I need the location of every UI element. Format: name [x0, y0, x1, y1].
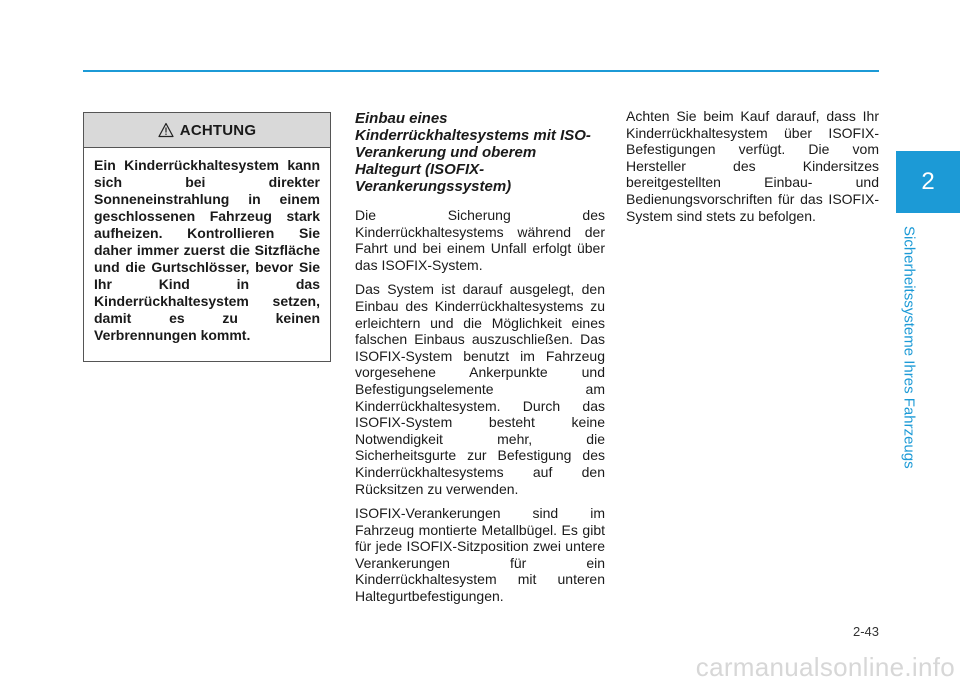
chapter-number: 2: [921, 168, 935, 195]
paragraph: ISOFIX-Verankerungen sind im Fahrzeug montierte Metallbügel. Es gibt für jede ISOFIX-Sitzposition zwei untere Verankerungen für ein Kinderrückhaltesystem mit unteren Haltegurtbefestigungen.: [355, 505, 605, 605]
paragraph: Die Sicherung des Kinderrückhaltesystems während der Fahrt und bei einem Unfall erfolgt über das ISOFIX-System.: [355, 207, 605, 273]
chapter-title-sidebar: [895, 226, 923, 469]
warning-text: Ein Kinderrückhaltesystem kann sich bei direkter Sonneneinstrahlung in einem geschlossenen Fahrzeug stark aufheizen. Kontrollieren Sie daher immer zuerst die Sitzfläche und die Gurtschlösser, bevor Sie Ihr Kind in das Kinderrückhaltesystem setzen, damit es zu keinen Verbrennungen kommt.: [94, 157, 320, 343]
chapter-title: Sicherheitssysteme Ihres Fahrzeugs: [900, 226, 918, 469]
warning-header: [84, 113, 330, 148]
watermark: carmanualsonline.info: [695, 652, 955, 682]
page-number: 2-43: [852, 624, 879, 639]
main-column: [355, 108, 605, 613]
section-heading: Einbau eines Kinderrückhaltesystems mit ISO-Verankerung und oberem Haltegurt (ISOFIX-Verankerungssystem): [355, 110, 591, 195]
right-column: [626, 108, 879, 232]
warning-title: ACHTUNG: [179, 121, 257, 139]
warning-triangle-icon: [158, 122, 174, 138]
header-rule: [83, 70, 879, 72]
chapter-number-tab: [896, 151, 960, 213]
warning-box: [83, 112, 331, 362]
paragraph: Das System ist darauf ausgelegt, den Einbau des Kinderrückhaltesystems zu erleichtern und die Möglichkeit eines falschen Einbaus auszuschließen. Das ISOFIX-System benutzt im Fahrzeug vorgesehene Ankerpunkte und Befestigungselemente am Kinderrückhaltesystem. Durch das ISOFIX-System besteht keine Notwendigkeit mehr, die Sicherheitsgurte zur Befestigung des Kinderrückhaltesystems auf den Rücksitzen zu verwenden.: [355, 281, 605, 497]
paragraph: Achten Sie beim Kauf darauf, dass Ihr Kinderrückhaltesystem über ISOFIX-Befestigungen verfügt. Die vom Hersteller des Kindersitzes bereitgestellten Einbau- und Bedienungsvorschriften für das ISOFIX-System sind stets zu befolgen.: [626, 108, 879, 224]
